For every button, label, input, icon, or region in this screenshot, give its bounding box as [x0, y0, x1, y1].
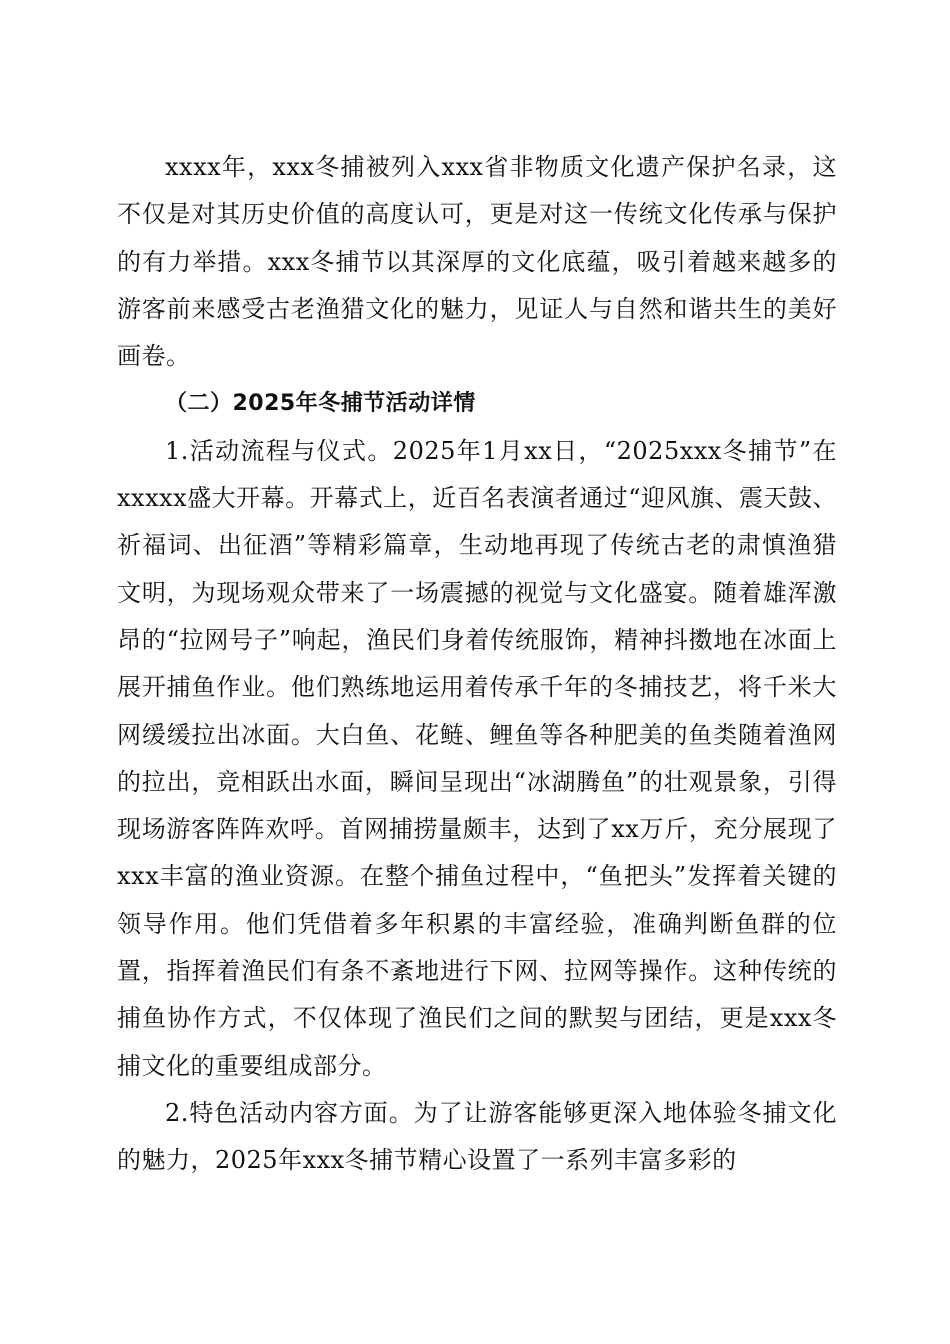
section-heading-event-details: （二）2025年冬捕节活动详情 [165, 391, 476, 417]
paragraph-special-activities: 2.特色活动内容方面。为了让游客能够更深入地体验冬捕文化的魅力，2025年xxx冬捕节精心设置了一系列丰富多彩的 [117, 1098, 837, 1175]
paragraph-activity-process: 1.活动流程与仪式。2025年1月xx日，“2025xxx冬捕节”在xxxxx盛大开幕。开幕式上，近百名表演者通过“迎风旗、震天鼓、祈福词、出征酒”等精彩篇章，生动地再现了传统古老的肃慎渔猎文明，为现场观众带来了一场震撼的视觉与文化盛宴。随着雄浑激昂的“拉网号子”响起，渔民们身着传统服饰，精神抖擞地在冰面上展开捕鱼作业。他们熟练地运用着传承千年的冬捕技艺，将千米大网缓缓拉出冰面。大白鱼、花鲢、鲤鱼等各种肥美的鱼类随着渔网的拉出，竞相跃出水面，瞬间呈现出“冰湖腾鱼”的壮观景象，引得现场游客阵阵欢呼。首网捕捞量颇丰，达到了xx万斤，充分展现了xxx丰富的渔业资源。在整个捕鱼过程中，“鱼把头”发挥着关键的领导作用。他们凭借着多年积累的丰富经验，准确判断鱼群的位置，指挥着渔民们有条不紊地进行下网、拉网等操作。这种传统的捕鱼协作方式，不仅体现了渔民们之间的默契与团结，更是xxx冬捕文化的重要组成部分。 [117, 436, 837, 1080]
paragraph-heritage-listing: xxxx年，xxx冬捕被列入xxx省非物质文化遗产保护名录，这不仅是对其历史价值的高度认可，更是对这一传统文化传承与保护的有力举措。xxx冬捕节以其深厚的文化底蕴，吸引着越来越多的游客前来感受古老渔猎文化的魅力，见证人与自然和谐共生的美好画卷。 [117, 153, 837, 371]
document-body [117, 144, 837, 1185]
